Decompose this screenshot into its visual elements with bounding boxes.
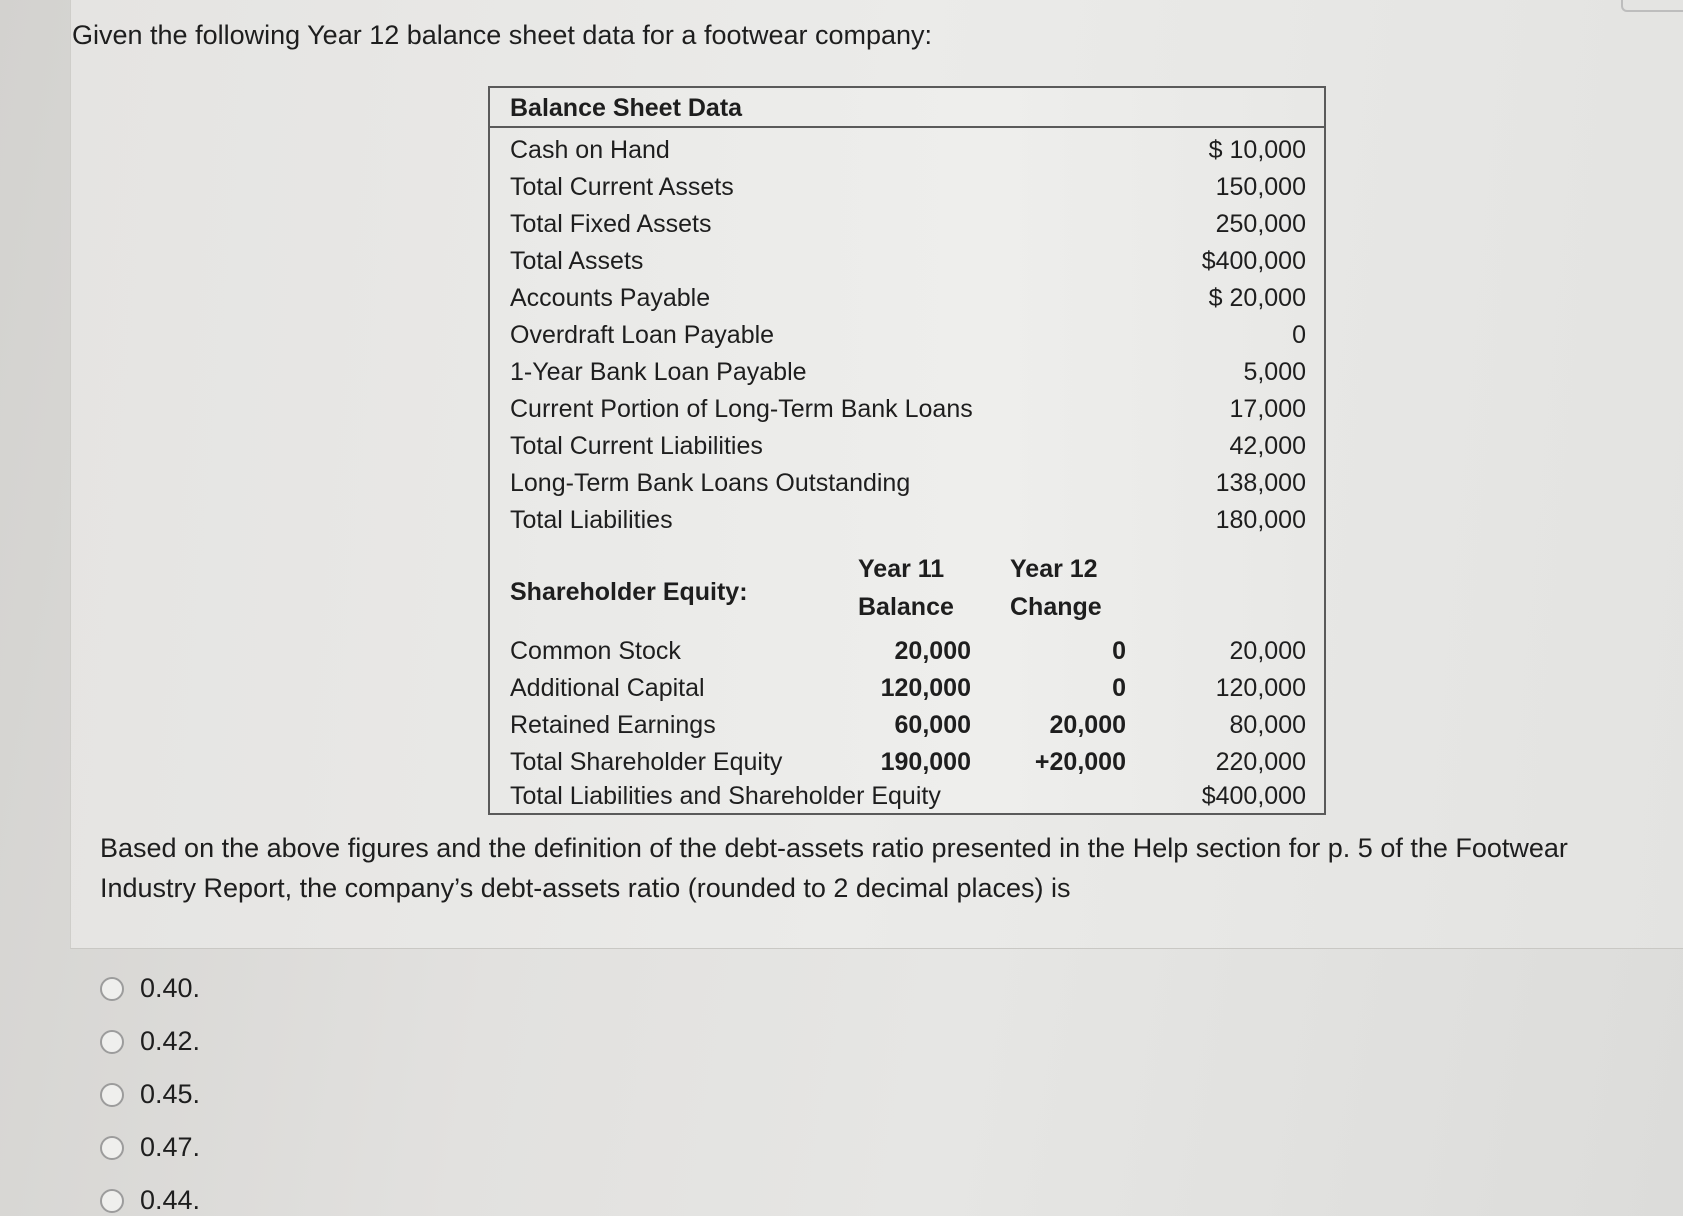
row-value: $ 10,000 — [1208, 136, 1306, 164]
option-label[interactable]: 0.47. — [140, 1132, 201, 1162]
equity-row — [510, 707, 1306, 744]
year12-header-line2: Change — [1010, 593, 1102, 621]
equity-row-balance: 60,000 — [894, 711, 971, 739]
table-row — [510, 169, 1306, 205]
row-value: 180,000 — [1215, 506, 1306, 534]
equity-row — [510, 633, 1306, 670]
question-intro: Given the following Year 12 balance sheet data for a footwear company: — [72, 20, 933, 50]
equity-row-balance: 20,000 — [894, 637, 971, 665]
equity-row-change: 0 — [1112, 674, 1126, 702]
equity-title: Shareholder Equity: — [510, 578, 748, 606]
row-label: Cash on Hand — [510, 136, 670, 164]
row-label: Long-Term Bank Loans Outstanding — [510, 469, 911, 497]
equity-row-balance: 120,000 — [880, 674, 971, 702]
equity-row-label: Common Stock — [510, 637, 681, 665]
option-label[interactable]: 0.45. — [140, 1079, 201, 1109]
table-row — [510, 428, 1306, 464]
row-value: 138,000 — [1215, 469, 1306, 497]
grand-total-value: $400,000 — [1201, 782, 1306, 810]
table-row — [510, 243, 1306, 279]
row-value: $400,000 — [1201, 247, 1306, 275]
row-label: Total Current Assets — [510, 173, 734, 201]
option-label[interactable]: 0.42. — [140, 1026, 201, 1056]
answer-options — [100, 962, 200, 1216]
row-value: 150,000 — [1215, 173, 1306, 201]
answer-option[interactable] — [100, 1015, 200, 1068]
row-label: Total Liabilities — [510, 506, 673, 534]
answer-option[interactable] — [100, 1121, 200, 1174]
equity-row-total: 220,000 — [1215, 748, 1306, 776]
equity-header — [510, 550, 1310, 630]
balance-sheet-title: Balance Sheet Data — [490, 88, 1324, 128]
radio-button[interactable] — [100, 1030, 124, 1054]
year11-header-line1: Year 11 — [858, 555, 945, 583]
table-row — [510, 280, 1306, 316]
question-text: Based on the above figures and the definition of the debt-assets ratio presented in the Help section for p. 5 of the Footwear Industry Report, the company’s debt-assets ratio (rounded to 2 decimal places) is — [100, 833, 1568, 903]
year12-header-line1: Year 12 — [1010, 555, 1098, 583]
equity-row-total: 120,000 — [1215, 674, 1306, 702]
row-label: Total Current Liabilities — [510, 432, 763, 460]
row-label: 1-Year Bank Loan Payable — [510, 358, 807, 386]
row-label: Accounts Payable — [510, 284, 711, 312]
equity-row-change: +20,000 — [1034, 748, 1126, 776]
equity-row-total: 80,000 — [1229, 711, 1306, 739]
table-row — [510, 317, 1306, 353]
table-row — [510, 465, 1306, 501]
year11-column-header — [858, 550, 954, 626]
radio-button[interactable] — [100, 1136, 124, 1160]
option-label[interactable]: 0.40. — [140, 973, 201, 1003]
corner-tab — [1621, 0, 1683, 12]
row-value: 42,000 — [1229, 432, 1306, 460]
equity-row-change: 20,000 — [1049, 711, 1126, 739]
radio-button[interactable] — [100, 1083, 124, 1107]
row-label: Total Fixed Assets — [510, 210, 712, 238]
answer-option[interactable] — [100, 1068, 200, 1121]
equity-row-label: Total Shareholder Equity — [510, 748, 783, 776]
table-row — [510, 206, 1306, 242]
equity-row-balance: 190,000 — [880, 748, 971, 776]
option-label[interactable]: 0.44. — [140, 1185, 201, 1215]
year11-header-line2: Balance — [858, 593, 954, 621]
table-row — [510, 354, 1306, 390]
answer-option[interactable] — [100, 962, 200, 1015]
balance-sheet-table — [488, 86, 1326, 815]
row-value: 0 — [1292, 321, 1306, 349]
equity-row — [510, 744, 1306, 781]
row-label: Current Portion of Long-Term Bank Loans — [510, 395, 973, 423]
equity-row-change: 0 — [1112, 637, 1126, 665]
row-label: Overdraft Loan Payable — [510, 321, 775, 349]
row-value: 17,000 — [1229, 395, 1306, 423]
equity-row-label: Additional Capital — [510, 674, 705, 702]
equity-row — [510, 670, 1306, 707]
equity-row-total: 20,000 — [1229, 637, 1306, 665]
equity-row-label: Retained Earnings — [510, 711, 716, 739]
row-label: Total Assets — [510, 247, 644, 275]
table-row — [510, 502, 1306, 538]
grand-total-row — [510, 778, 1306, 815]
row-value: 5,000 — [1243, 358, 1306, 386]
radio-button[interactable] — [100, 977, 124, 1001]
table-row — [510, 132, 1306, 168]
radio-button[interactable] — [100, 1189, 124, 1213]
grand-total-label: Total Liabilities and Shareholder Equity — [510, 782, 941, 810]
year12-column-header — [1010, 550, 1102, 626]
row-value: $ 20,000 — [1208, 284, 1306, 312]
row-value: 250,000 — [1215, 210, 1306, 238]
answer-option[interactable] — [100, 1174, 200, 1216]
table-row — [510, 391, 1306, 427]
